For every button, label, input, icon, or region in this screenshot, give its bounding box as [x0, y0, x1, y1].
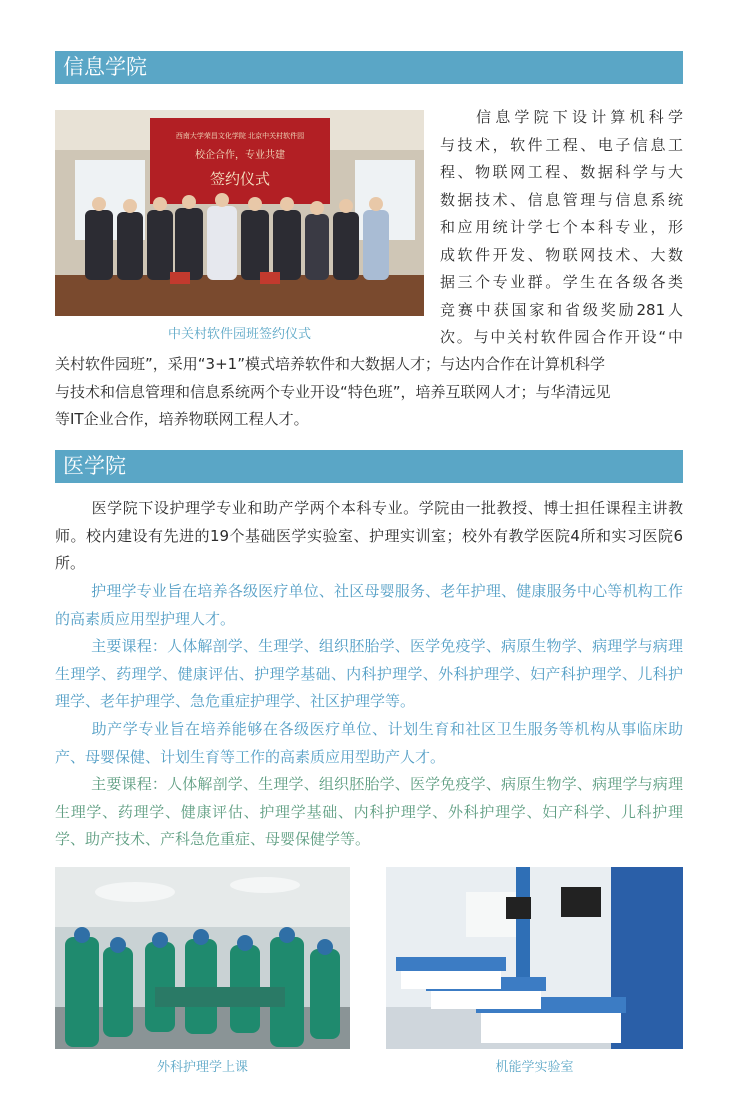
medical-intro — [55, 495, 683, 578]
side-line: 信息学院下设计算机科学 — [476, 108, 683, 126]
midwifery-courses-text: 主要课程：人体解剖学、生理学、组织胚胎学、医学免疫学、病原生物学、病理学与病理生理学、药理学、健康评估、护理学基础、内科护理学、外科护理学、妇产科学、儿科护理学、助产技术、产科急危重症、母婴保健学等。 — [55, 775, 683, 848]
physiology-lab-caption: 机能学实验室 — [495, 1060, 574, 1075]
info-college-header — [55, 51, 683, 84]
full-line: 关村软件园班”，采用“3+1”模式培养软件和大数据人才；与达内合作在计算机科学 — [55, 355, 605, 373]
physiology-lab-photo — [386, 867, 683, 1049]
info-college-side-text — [440, 104, 683, 352]
midwifery-goal — [55, 716, 683, 771]
midwifery-courses — [55, 771, 683, 854]
medical-intro-text: 医学院下设护理学专业和助产学两个本科专业。学院由一批教授、博士担任课程主讲教师。校内建设有先进的19个基础医学实验室、护理实训室；校外有教学医院4所和实习医院6所。 — [55, 499, 683, 572]
side-line: 数据技术、信息管理与信息系统 — [440, 190, 683, 209]
side-line: 据三个专业群。学生在各级各类 — [440, 273, 683, 291]
nursing-goal — [55, 578, 683, 633]
photo-banner-mid: 校企合作，专业共建 — [195, 150, 285, 161]
info-college-title: 信息学院 — [63, 55, 147, 79]
photo-banner-top: 西南大学荣昌文化学院 北京中关村软件园 — [175, 132, 305, 140]
surgical-nursing-photo — [55, 867, 350, 1049]
full-line: 与技术和信息管理和信息系统两个专业开设“特色班”，培养互联网人才；与华清远见 — [55, 382, 611, 401]
photo-banner-main: 签约仪式 — [209, 170, 271, 188]
medical-college-title: 医学院 — [63, 454, 126, 478]
nursing-courses-text: 主要课程：人体解剖学、生理学、组织胚胎学、医学免疫学、病原生物学、病理学与病理生理学、药理学、健康评估、护理学基础、内科护理学、外科护理学、妇产科护理学、儿科护理学、老年护理学、急危重症护理学、社区护理学等。 — [55, 637, 683, 710]
nursing-courses — [55, 633, 683, 716]
nursing-goal-text: 护理学专业旨在培养各级医疗单位、社区母婴服务、老年护理、健康服务中心等机构工作的高素质应用型护理人才。 — [55, 582, 683, 628]
medical-college-header — [55, 450, 683, 483]
side-line: 竞赛中获国家和省级奖励281人 — [440, 300, 683, 319]
side-line: 和应用统计学七个本科专业，形 — [440, 218, 683, 236]
full-line: 等IT企业合作，培养物联网工程人才。 — [55, 410, 309, 428]
side-line: 成软件开发、物联网技术、大数 — [440, 245, 683, 264]
surgical-nursing-caption: 外科护理学上课 — [156, 1060, 248, 1075]
info-college-full-text — [55, 351, 683, 434]
side-line: 次。与中关村软件园合作开设“中 — [440, 328, 683, 346]
midwifery-goal-text: 助产学专业旨在培养能够在各级医疗单位、计划生育和社区卫生服务等机构从事临床助产、母婴保健、计划生育等工作的高素质应用型助产人才。 — [55, 720, 683, 766]
side-line: 程、物联网工程、数据科学与大 — [440, 163, 683, 181]
signing-ceremony-caption: 中关村软件园班签约仪式 — [167, 327, 311, 342]
side-line: 与技术，软件工程、电子信息工 — [440, 135, 683, 154]
signing-ceremony-photo — [55, 110, 424, 316]
